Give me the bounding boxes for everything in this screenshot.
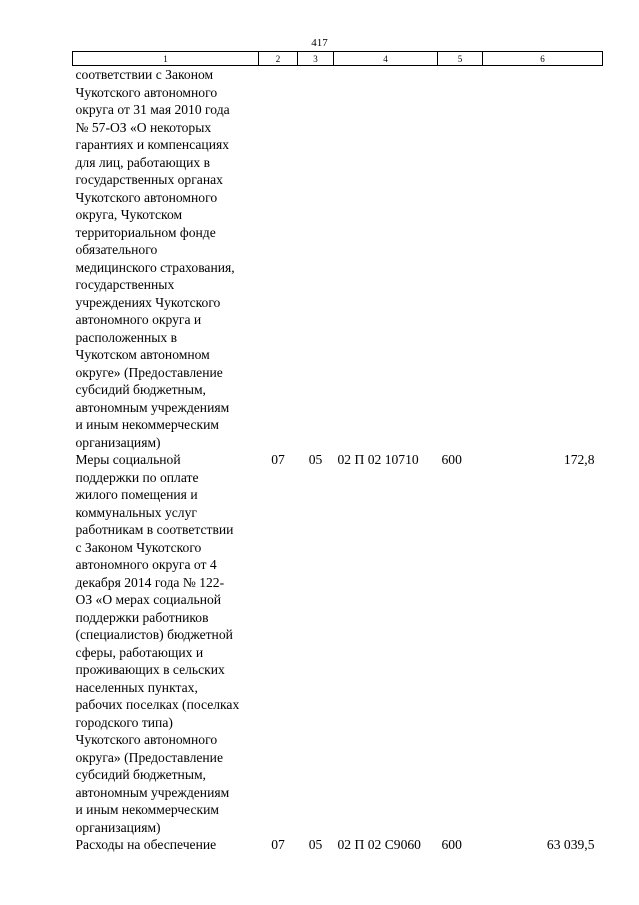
page-number: 417 bbox=[311, 37, 328, 49]
row-subsection: 05 bbox=[308, 837, 323, 852]
header-col-5: 5 bbox=[438, 52, 483, 66]
header-col-4: 4 bbox=[334, 52, 438, 66]
row-target-article bbox=[334, 66, 438, 452]
row-description: соответствии с Законом Чукотского автономного округа от 31 мая 2010 года № 57-ОЗ «О некоторых гарантиях и компенсациях для лиц, работающих в государственных органах Чукотского автономного округа, Чукотском территориальном фонде обязательного медицинского страхования, государственных учреждениях Чукотского автономного округа и расположенных в Чукотском автономном округе» (Предоставление субсидий бюджетным, автономным учреждениям и иным некоммерческим организациям) bbox=[75, 67, 235, 450]
row-target-article: 02 П 02 10710 bbox=[337, 452, 419, 467]
table-header bbox=[73, 52, 603, 66]
row-amount: 63 039,5 bbox=[546, 837, 595, 852]
row-section: 07 bbox=[271, 452, 285, 467]
row-amount bbox=[483, 66, 603, 452]
row-subsection bbox=[298, 66, 334, 452]
table-row bbox=[73, 451, 603, 836]
header-row bbox=[73, 52, 603, 66]
budget-table bbox=[72, 51, 603, 854]
row-expense-type: 600 bbox=[441, 837, 462, 852]
row-amount: 172,8 bbox=[563, 452, 595, 467]
row-description: Расходы на обеспечение bbox=[75, 837, 217, 852]
header-col-3: 3 bbox=[298, 52, 334, 66]
table-body bbox=[73, 66, 603, 854]
row-subsection: 05 bbox=[308, 452, 323, 467]
table-row bbox=[73, 836, 603, 854]
row-section bbox=[259, 66, 298, 452]
row-expense-type bbox=[438, 66, 483, 452]
header-col-2: 2 bbox=[259, 52, 298, 66]
header-col-6: 6 bbox=[483, 52, 603, 66]
row-expense-type: 600 bbox=[441, 452, 462, 467]
row-target-article: 02 П 02 С9060 bbox=[337, 837, 421, 852]
header-col-1: 1 bbox=[73, 52, 259, 66]
row-description: Меры социальной поддержки по оплате жилого помещения и коммунальных услуг работникам в соответствии с Законом Чукотского автономного округа от 4 декабря 2014 года № 122- ОЗ «О мерах социальной поддержки работников (специалистов) бюджетной сферы, работающих и проживающих в сельских населенных пунктах, рабочих поселках (поселках городского типа) Чукотского автономного округа» (Предоставление субсидий бюджетным, автономным учреждениям и иным некоммерческим организациям) bbox=[75, 452, 240, 835]
row-section: 07 bbox=[271, 837, 285, 852]
table-row bbox=[73, 66, 603, 452]
